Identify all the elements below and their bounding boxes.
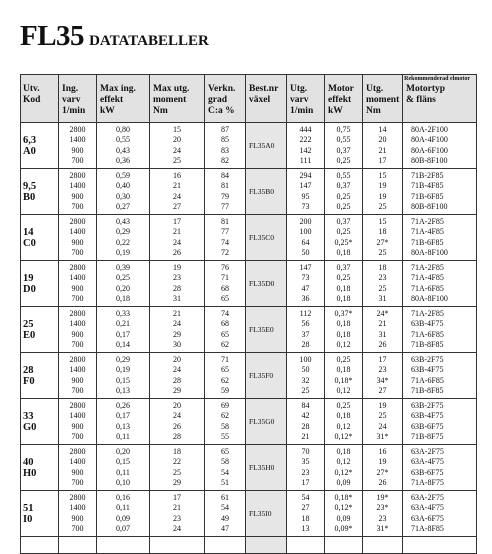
output-torque: 15 19 19 25: [363, 169, 403, 215]
output-speed: 444 222 142 111: [287, 123, 325, 169]
motor-type: 71B-2F85 71B-4F85 71B-6F85 80B-8F100: [403, 169, 477, 215]
efficiency: 84 81 79 77: [205, 169, 246, 215]
output-speed: 84 42 28 21: [287, 399, 325, 445]
output-speed: 54 27 18 13: [287, 491, 325, 537]
output-speed: 200 100 64 50: [287, 215, 325, 261]
max-output-torque: 18 22 25 29: [150, 445, 205, 491]
header-utg-varv: Utg. varv 1/min: [287, 75, 325, 123]
table-row: [21, 261, 477, 307]
max-input-power: 0,20 0,15 0,11 0,10: [97, 445, 150, 491]
output-torque: 16 19 27* 26: [363, 445, 403, 491]
max-output-torque: 20 24 28 29: [150, 353, 205, 399]
header-utv-kod: Utv. Kod: [21, 75, 59, 123]
max-output-torque: 21 24 29 30: [150, 307, 205, 353]
header-verkn-grad: Verkn. grad C:a %: [205, 75, 246, 123]
max-input-power: 0,26 0,17 0,13 0,11: [97, 399, 150, 445]
ratio-code: 19 D0: [21, 261, 59, 307]
ratio-code: 25 E0: [21, 307, 59, 353]
table-row: [21, 307, 477, 353]
output-torque: 19 25 24 31*: [363, 399, 403, 445]
order-number: FL35A0: [246, 123, 287, 169]
max-input-power: 0,59 0,40 0,30 0,27: [97, 169, 150, 215]
order-number: FL35F0: [246, 353, 287, 399]
motor-power: 0,55 0,37 0,25 0,25: [325, 169, 363, 215]
output-speed: 70 35 23 17: [287, 445, 325, 491]
output-torque: 17 23 34* 27: [363, 353, 403, 399]
ratio-code: 14 C0: [21, 215, 59, 261]
input-speed: 2800 1400 900 700: [59, 215, 97, 261]
header-ing-varv: Ing. varv 1/min: [59, 75, 97, 123]
data-table: [20, 74, 477, 554]
output-speed: 294 147 95 73: [287, 169, 325, 215]
input-speed: 2800 1400 900 700: [59, 307, 97, 353]
output-speed: 100 50 32 25: [287, 353, 325, 399]
motor-power: 0,25 0,18 0,18* 0,12: [325, 353, 363, 399]
ratio-code: 51 I0: [21, 491, 59, 537]
input-speed: 2800 1400 900 700: [59, 169, 97, 215]
table-row: [21, 399, 477, 445]
motor-power: 0,37 0,25 0,25* 0,18: [325, 215, 363, 261]
table-header-row: [21, 75, 477, 123]
table-row: [21, 353, 477, 399]
motor-type: 63A-2F75 63A-4F75 63B-6F75 71A-8F75: [403, 445, 477, 491]
motor-power: 0,37 0,25 0,18 0,18: [325, 261, 363, 307]
efficiency: 87 85 83 82: [205, 123, 246, 169]
motor-power: 0,75 0,55 0,37 0,25: [325, 123, 363, 169]
ratio-code: 40 H0: [21, 445, 59, 491]
efficiency: 76 71 68 65: [205, 261, 246, 307]
page-title: [20, 20, 209, 53]
input-speed: 2800 1400 900 700: [59, 123, 97, 169]
efficiency: 74 68 65 62: [205, 307, 246, 353]
motor-type: 71A-2F85 71A-4F85 71B-6F85 80A-8F100: [403, 215, 477, 261]
max-input-power: 0,39 0,25 0,20 0,18: [97, 261, 150, 307]
order-number: FL35B0: [246, 169, 287, 215]
recommended-motor-note: Rekommenderad elmotor: [404, 76, 470, 82]
input-speed: 2800 1400 900 700: [59, 353, 97, 399]
header-motor-effekt: Motor effekt kW: [325, 75, 363, 123]
order-number: FL35E0: [246, 307, 287, 353]
max-output-torque: 17 21 23 24: [150, 491, 205, 537]
ratio-code: 33 G0: [21, 399, 59, 445]
max-output-torque: 15 20 24 25: [150, 123, 205, 169]
efficiency: 71 65 62 59: [205, 353, 246, 399]
ratio-code: 6,3 A0: [21, 123, 59, 169]
motor-type: 63B-2F75 63B-4F75 71A-6F85 71B-8F85: [403, 353, 477, 399]
order-number: FL35I0: [246, 491, 287, 537]
efficiency: 65 58 54 51: [205, 445, 246, 491]
output-speed: 112 56 37 28: [287, 307, 325, 353]
max-input-power: 0,43 0,29 0,22 0,19: [97, 215, 150, 261]
table-row: [21, 491, 477, 537]
motor-power: 0,25 0,18 0,12 0,12*: [325, 399, 363, 445]
title-subtitle: DATATABELLER: [89, 33, 209, 49]
ratio-code: 28 F0: [21, 353, 59, 399]
table-row: [21, 215, 477, 261]
max-output-torque: 19 23 28 31: [150, 261, 205, 307]
motor-type: 63B-2F75 63B-4F75 63B-6F75 71B-8F75: [403, 399, 477, 445]
header-max-ing-effekt: Max ing. effekt kW: [97, 75, 150, 123]
motor-type: 71A-2F85 63B-4F75 71A-6F85 71B-8F85: [403, 307, 477, 353]
max-input-power: 0,29 0,19 0,15 0,13: [97, 353, 150, 399]
motor-type: 63A-2F75 63A-4F75 63A-6F75 71A-8F85: [403, 491, 477, 537]
motor-type: 71A-2F85 71A-4F85 71A-6F85 80A-8F100: [403, 261, 477, 307]
table-row: [21, 445, 477, 491]
header-best-nr: Best.nr växel: [246, 75, 287, 123]
efficiency: 61 54 49 47: [205, 491, 246, 537]
max-input-power: 0,16 0,11 0,09 0,07: [97, 491, 150, 537]
order-number: FL35D0: [246, 261, 287, 307]
max-output-torque: 17 21 24 26: [150, 215, 205, 261]
efficiency: 69 62 58 55: [205, 399, 246, 445]
max-output-torque: 16 21 24 27: [150, 169, 205, 215]
efficiency: 81 77 74 72: [205, 215, 246, 261]
title-model: FL35: [20, 20, 85, 52]
header-max-utg-moment: Max utg. moment Nm: [150, 75, 205, 123]
max-input-power: 0,33 0,21 0,17 0,14: [97, 307, 150, 353]
motor-power: 0,37* 0,18 0,18 0,12: [325, 307, 363, 353]
header-utg-moment: Utg. moment Nm: [363, 75, 403, 123]
ratio-code: 9,5 B0: [21, 169, 59, 215]
table-body: [21, 123, 477, 554]
header-motortyp: Rekommenderad elmotor Motortyp & fläns: [403, 75, 477, 123]
order-number: FL35H0: [246, 445, 287, 491]
input-speed: 2800 1400 900 700: [59, 261, 97, 307]
motor-type: 80A-2F100 80A-4F100 80A-6F100 80B-8F100: [403, 123, 477, 169]
max-output-torque: 20 24 26 28: [150, 399, 205, 445]
output-torque: 14 20 21 17: [363, 123, 403, 169]
order-number: FL35C0: [246, 215, 287, 261]
output-torque: 24* 21 31 26: [363, 307, 403, 353]
output-torque: 18 23 25 31: [363, 261, 403, 307]
table-row: [21, 169, 477, 215]
table-row-empty: [21, 537, 477, 554]
input-speed: 2800 1400 900 700: [59, 445, 97, 491]
input-speed: 2800 1400 900 700: [59, 399, 97, 445]
output-speed: 147 73 47 36: [287, 261, 325, 307]
order-number: FL35G0: [246, 399, 287, 445]
motor-power: 0,18 0,12 0,12* 0,09: [325, 445, 363, 491]
motor-power: 0,18* 0,12* 0,09 0,09*: [325, 491, 363, 537]
max-input-power: 0,80 0,55 0,43 0,36: [97, 123, 150, 169]
output-torque: 19* 23* 23 31*: [363, 491, 403, 537]
table-row: [21, 123, 477, 169]
output-torque: 15 18 27* 25: [363, 215, 403, 261]
input-speed: 2800 1400 900 700: [59, 491, 97, 537]
